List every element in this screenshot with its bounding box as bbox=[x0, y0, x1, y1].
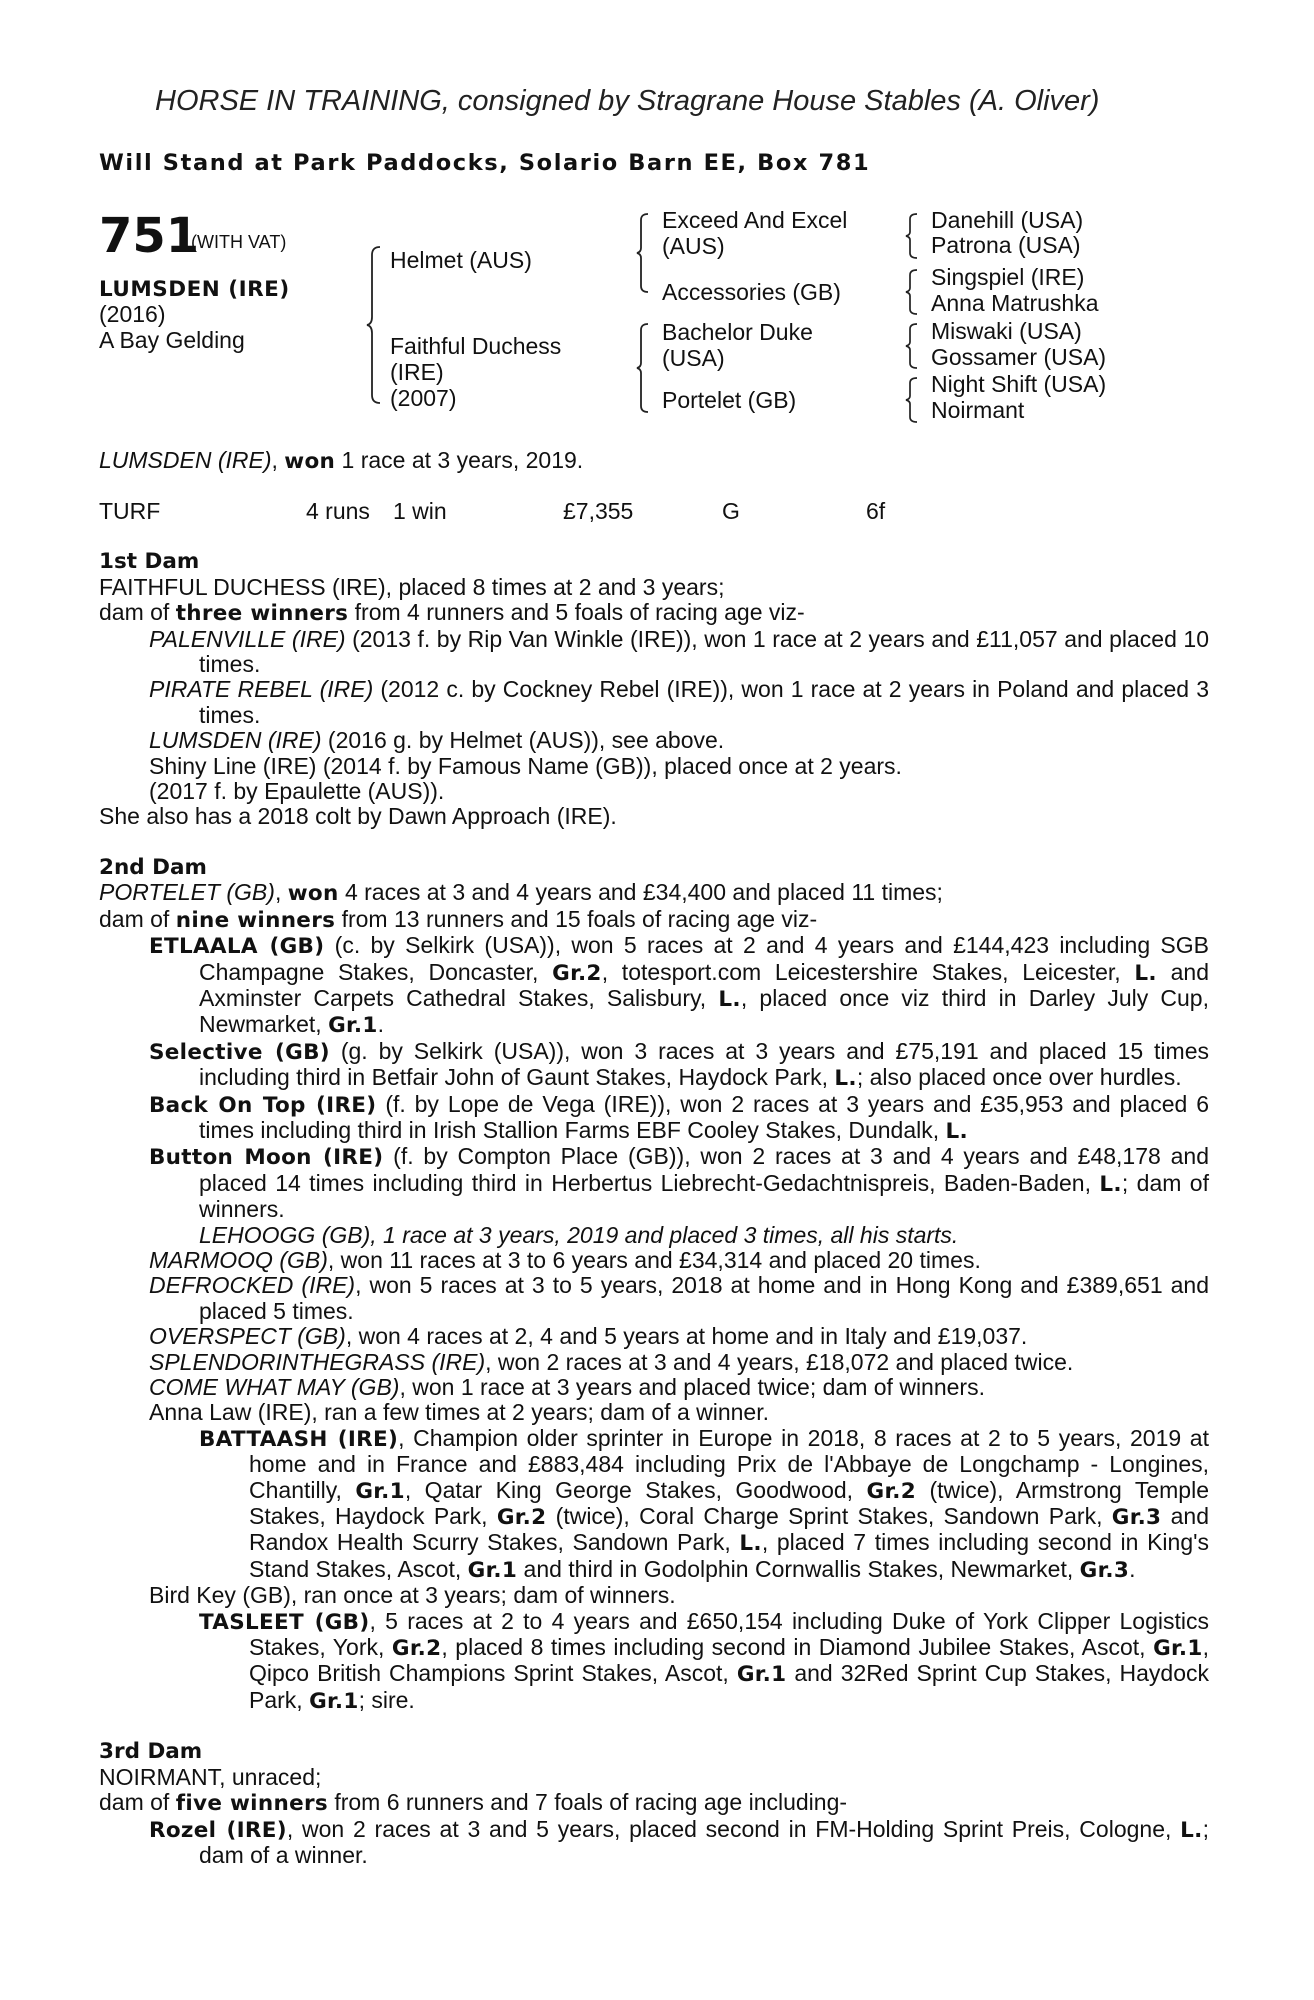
produce-etlaala: ETLAALA (GB) (c. by Selkirk (USA)), won 5 races at 2 and 4 years and £144,423 including SGB Champagne Stakes, Doncaster, Gr.2, totesport.com Leicestershire Stakes, Leicester, L. and Axminster Carpets Cathedral Stakes, Salisbury, L., placed once viz third in Darley July Cup, Newmarket, Gr.1. bbox=[149, 932, 1209, 1039]
pedigree-dam-line2: (IRE) bbox=[390, 359, 444, 385]
pedigree-dam-dam: Portelet (GB) bbox=[662, 387, 797, 413]
record-surface: TURF bbox=[99, 498, 161, 525]
third-dam-heading: 3rd Dam bbox=[99, 1739, 203, 1765]
record-runs: 4 runs bbox=[306, 498, 370, 525]
pedigree-brace-dd bbox=[905, 376, 919, 424]
pedigree-sire-sire-line2: (AUS) bbox=[662, 233, 725, 259]
produce-defrocked: DEFROCKED (IRE), won 5 races at 3 to 5 years, 2018 at home and in Hong Kong and £389,651 and placed 5 times. bbox=[149, 1272, 1209, 1324]
produce-splendorinthegrass: SPLENDORINTHEGRASS (IRE), won 2 races at 3 and 4 years, £18,072 and placed twice. bbox=[149, 1348, 1074, 1375]
pedigree-dam-line1: Faithful Duchess bbox=[390, 333, 562, 359]
pedigree-ddd: Noirmant bbox=[931, 397, 1025, 423]
record-earnings: £7,355 bbox=[563, 498, 634, 525]
record-distance: 6f bbox=[866, 498, 886, 525]
first-dam-produce-line: dam of three winners from 4 runners and 5 foals of racing age viz- bbox=[99, 599, 805, 627]
produce-2017-filly: (2017 f. by Epaulette (AUS)). bbox=[149, 778, 445, 805]
second-dam-heading: 2nd Dam bbox=[99, 854, 207, 880]
produce-button-moon: Button Moon (IRE) (f. by Compton Place (GB)), won 2 races at 3 and 4 years and £48,178 and placed 14 times including third in Herbertus Liebrecht-Gedachtnispreis, Baden-Baden, L.; dam of winners. bbox=[149, 1143, 1209, 1223]
first-dam-heading: 1st Dam bbox=[99, 549, 200, 575]
third-dam-produce-line: dam of five winners from 6 runners and 7 foals of racing age including- bbox=[99, 1789, 848, 1817]
produce-selective: Selective (GB) (g. by Selkirk (USA)), won 3 races at 3 years and £75,191 and placed 15 times including third in Betfair John of Gaunt Stakes, Haydock Park, L.; also placed once over hurdles. bbox=[149, 1037, 1209, 1092]
produce-2018-colt: She also has a 2018 colt by Dawn Approach (IRE). bbox=[99, 803, 617, 830]
pedigree-brace-sire bbox=[636, 212, 650, 294]
catalogue-text bbox=[99, 448, 1209, 1868]
produce-rozel: Rozel (IRE), won 2 races at 3 and 5 years, placed second in FM-Holding Sprint Preis, Cologne, L.; dam of a winner. bbox=[149, 1815, 1209, 1868]
stand-location: Will Stand at Park Paddocks, Solario Barn EE, Box 781 bbox=[99, 150, 871, 176]
pedigree-dss: Miswaki (USA) bbox=[931, 318, 1082, 344]
horse-foaling-year: (2016) bbox=[99, 301, 166, 328]
pedigree-dds: Night Shift (USA) bbox=[931, 371, 1107, 397]
summary-won: won bbox=[284, 449, 336, 474]
produce-anna-law: Anna Law (IRE), ran a few times at 2 years; dam of a winner. bbox=[149, 1399, 770, 1426]
pedigree-brace-main bbox=[366, 245, 382, 405]
pedigree-brace-ss bbox=[905, 212, 919, 260]
consignor-title: HORSE IN TRAINING, consigned by Stragrane House Stables (A. Oliver) bbox=[155, 85, 1100, 117]
produce-shiny-line: Shiny Line (IRE) (2014 f. by Famous Name (GB)), placed once at 2 years. bbox=[149, 752, 902, 779]
vat-note: (WITH VAT) bbox=[191, 232, 287, 252]
first-dam-line: FAITHFUL DUCHESS (IRE), placed 8 times at 2 and 3 years; bbox=[99, 573, 725, 600]
pedigree-ssd: Patrona (USA) bbox=[931, 232, 1081, 258]
lot-number: 751 bbox=[99, 208, 200, 264]
produce-lumsden: LUMSDEN (IRE) (2016 g. by Helmet (AUS)), see above. bbox=[149, 727, 725, 754]
produce-marmooq: MARMOOQ (GB), won 11 races at 3 to 6 years and £34,314 and placed 20 times. bbox=[149, 1246, 981, 1273]
race-summary: LUMSDEN (IRE), won 1 race at 3 years, 2019. bbox=[99, 447, 584, 474]
pedigree-brace-sd bbox=[905, 268, 919, 316]
second-dam-line: PORTELET (GB), won 4 races at 3 and 4 years and £34,400 and placed 11 times; bbox=[99, 879, 943, 907]
produce-bird-key: Bird Key (GB), ran once at 3 years; dam of winners. bbox=[149, 1582, 676, 1609]
second-dam-produce-line: dam of nine winners from 13 runners and 15 foals of racing age viz- bbox=[99, 905, 818, 933]
summary-text: 1 race at 3 years, 2019. bbox=[335, 447, 584, 473]
produce-battaash: BATTAASH (IRE), Champion older sprinter in Europe in 2018, 8 races at 2 to 5 years, 2019 at home and in France and £883,484 including Prix de l'Abbaye de Longchamp - Longines, Chantilly, Gr.1, Qatar King George Stakes, Goodwood, Gr.2 (twice), Armstrong Temple Stakes, Haydock Park, Gr.2 (twice), Coral Charge Sprint Stakes, Sandown Park, Gr.3 and Randox Health Scurry Stakes, Sandown Park, L., placed 7 times including second in King's Stand Stakes, Ascot, Gr.1 and third in Godolphin Cornwallis Stakes, Newmarket, Gr.3. bbox=[199, 1424, 1209, 1583]
pedigree-sire: Helmet (AUS) bbox=[390, 247, 532, 273]
race-record-row bbox=[99, 499, 1209, 524]
produce-overspect: OVERSPECT (GB), won 4 races at 2, 4 and 5 years at home and in Italy and £19,037. bbox=[149, 1323, 1028, 1350]
pedigree-sdd: Anna Matrushka bbox=[931, 290, 1099, 316]
produce-back-on-top: Back On Top (IRE) (f. by Lope de Vega (IRE)), won 2 races at 3 years and £35,953 and placed 6 times including third in Irish Stallion Farms EBF Cooley Stakes, Dundalk, L. bbox=[149, 1090, 1209, 1144]
pedigree-brace-dam bbox=[636, 322, 650, 414]
pedigree-dam-sire-line1: Bachelor Duke bbox=[662, 319, 813, 345]
pedigree-sss: Danehill (USA) bbox=[931, 207, 1084, 233]
produce-pirate-rebel: PIRATE REBEL (IRE) (2012 c. by Cockney Rebel (IRE)), won 1 race at 2 years in Poland and placed 3 times. bbox=[149, 676, 1210, 728]
record-wins: 1 win bbox=[393, 498, 447, 525]
pedigree-dam-line3: (2007) bbox=[390, 385, 457, 411]
horse-summary bbox=[99, 277, 339, 353]
horse-name: LUMSDEN (IRE) bbox=[99, 277, 290, 302]
pedigree-dam-sire-line2: (USA) bbox=[662, 345, 725, 371]
record-going: G bbox=[722, 498, 740, 525]
pedigree-sire-sire-line1: Exceed And Excel bbox=[662, 207, 848, 233]
produce-palenville: PALENVILLE (IRE) (2013 f. by Rip Van Winkle (IRE)), won 1 race at 2 years and £11,057 and placed 10 times. bbox=[149, 625, 1210, 678]
produce-come-what-may: COME WHAT MAY (GB), won 1 race at 3 years and placed twice; dam of winners. bbox=[149, 1374, 985, 1400]
pedigree-brace-ds bbox=[905, 322, 919, 370]
produce-tasleet: TASLEET (GB), 5 races at 2 to 4 years and £650,154 including Duke of York Clipper Logistics Stakes, York, Gr.2, placed 8 times including second in Diamond Jubilee Stakes, Ascot, Gr.1, Qipco British Champions Sprint Stakes, Ascot, Gr.1 and 32Red Sprint Cup Stakes, Haydock Park, Gr.1; sire. bbox=[199, 1607, 1209, 1714]
produce-lehoogg: LEHOOGG (GB), 1 race at 3 years, 2019 and placed 3 times, all his starts. bbox=[199, 1221, 959, 1248]
pedigree-dsd: Gossamer (USA) bbox=[931, 344, 1107, 370]
pedigree-sire-dam: Accessories (GB) bbox=[662, 279, 841, 305]
pedigree-sds: Singspiel (IRE) bbox=[931, 264, 1085, 290]
third-dam-line: NOIRMANT, unraced; bbox=[99, 1763, 322, 1790]
summary-horse-name: LUMSDEN (IRE) bbox=[99, 447, 272, 473]
horse-description: A Bay Gelding bbox=[99, 326, 245, 353]
